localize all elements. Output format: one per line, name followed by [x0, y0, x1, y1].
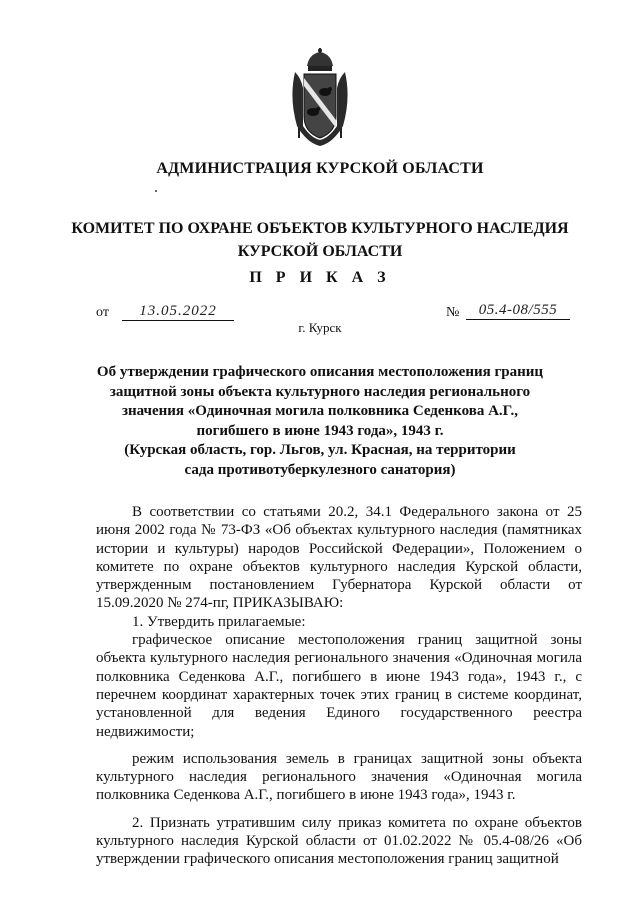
date-label: от	[96, 305, 109, 320]
document-type: П Р И К А З	[249, 269, 391, 286]
city: г. Курск	[298, 320, 342, 335]
committee-title-line: КУРСКОЙ ОБЛАСТИ	[237, 243, 403, 260]
subject-line: Об утверждении графического описания местоположения границ	[96, 364, 544, 380]
subject-line: погибшего в июне 1943 года», 1943 г.	[196, 422, 444, 439]
subject-line: защитной зоны объекта культурного наследия регионального	[109, 383, 531, 400]
committee-title	[0, 217, 640, 263]
item-1-description: графическое описание местоположения границ защитной зоны объекта культурного наследия регионального значения «Одиночная могила полковника Седенкова А.Г., погибшего в июне 1943 года», 1943 г., с перечнем координат характерных точек этих границ в системе координат, установленной для ведения Единого государственного реестра недвижимости;	[96, 632, 582, 740]
scan-speck	[155, 190, 157, 192]
number-label: №	[446, 305, 460, 320]
subject-line: (Курская область, гор. Льгов, ул. Красная, на территории	[124, 442, 516, 458]
organization-title: АДМИНИСТРАЦИЯ КУРСКОЙ ОБЛАСТИ	[156, 160, 484, 177]
subject-line: сада противотуберкулезного санатория)	[184, 461, 456, 478]
order-subject	[0, 363, 640, 480]
date-value-handwritten: 13.05.2022	[122, 303, 234, 321]
preamble-paragraph: В соответствии со статьями 20.2, 34.1 Федерального закона от 25 июня 2002 года № 73-ФЗ «Об объектах культурного наследия (памятниках истории и культуры) народов Российской Федерации», Положением о комитете по охране объектов культурного наследия Курской области, утвержденным постановлением Губернатора Курской области от 15.09.2020 № 274-пг, ПРИКАЗЫВАЮ:	[96, 504, 582, 612]
committee-title-line: КОМИТЕТ ПО ОХРАНЕ ОБЪЕКТОВ КУЛЬТУРНОГО НАСЛЕДИЯ	[71, 220, 569, 237]
number-value-handwritten: 05.4-08/555	[466, 302, 570, 320]
subject-line: значения «Одиночная могила полковника Седенкова А.Г.,	[121, 403, 519, 419]
order-body	[96, 503, 582, 869]
coat-of-arms-icon	[287, 48, 353, 148]
item-2-paragraph: 2. Признать утратившим силу приказ комитета по охране объектов культурного наследия Курской области от 01.02.2022 № 05.4-08/26 «Об утверждении графического описания местоположения границ защитной	[96, 814, 582, 868]
item-1-paragraph: 1. Утвердить прилагаемые:	[132, 613, 306, 630]
item-1-regime: режим использования земель в границах защитной зоны объекта культурного наследия регионального значения «Одиночная могила полковника Седенкова А.Г., погибшего в июне 1943 года», 1943 г.	[96, 750, 582, 804]
